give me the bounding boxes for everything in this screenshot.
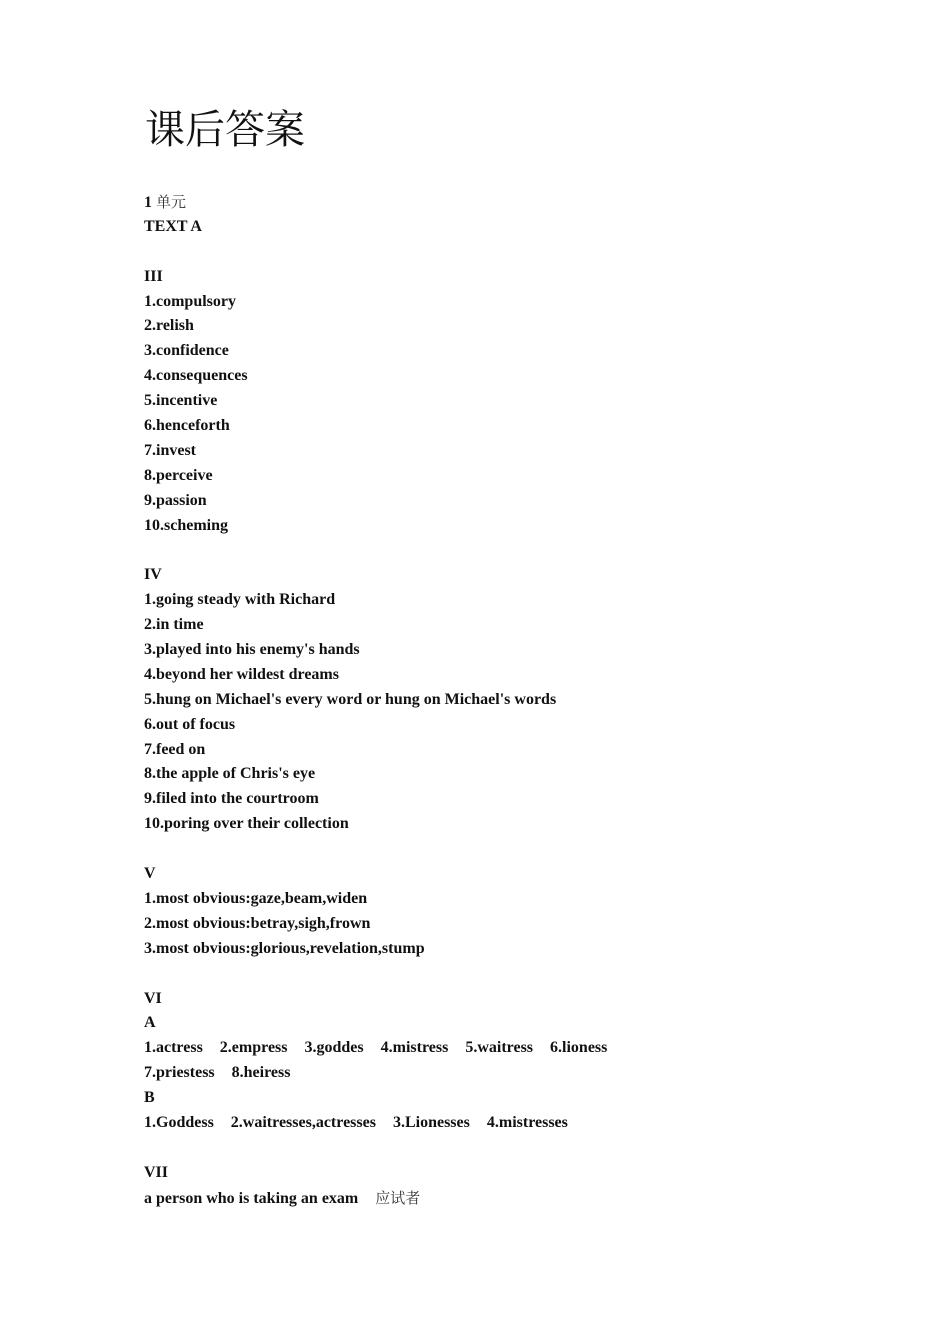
answer-item: 1.going steady with Richard — [144, 591, 336, 609]
part-a-label: A — [144, 1014, 156, 1032]
answer-item: 8.heiress — [231, 1064, 291, 1082]
answer-item: 5.incentive — [144, 392, 218, 410]
answer-item: 2.relish — [144, 317, 194, 335]
section-heading-vi: VI — [144, 989, 162, 1007]
answer-item: 1.Goddess — [144, 1113, 214, 1131]
answer-item: 4.consequences — [144, 367, 248, 385]
answer-item: 5.waitress — [465, 1039, 534, 1057]
answer-item: 3.played into his enemy's hands — [144, 641, 360, 659]
answer-item: 2.empress — [219, 1039, 288, 1057]
answer-item: 10.scheming — [144, 516, 228, 534]
answer-item: 9.passion — [144, 491, 207, 509]
answer-item: 9.filed into the courtroom — [144, 790, 319, 808]
answer-item: 7.priestess — [144, 1064, 215, 1082]
answer-item: 1.actress — [144, 1039, 203, 1057]
answer-item: 1.compulsory — [144, 292, 236, 310]
unit-heading — [144, 190, 904, 215]
section-heading-iv: IV — [144, 566, 162, 584]
answer-item: 8.perceive — [144, 466, 213, 484]
answer-item: 4.mistress — [380, 1039, 449, 1057]
answer-item: 6.lioness — [550, 1039, 608, 1057]
answer-item: 3.Lionesses — [392, 1113, 470, 1131]
answer-item: 6.henceforth — [144, 417, 230, 435]
answer-item: 5.hung on Michael's every word or hung on Michael's words — [144, 690, 557, 708]
answer-item: 1.most obvious:gaze,beam,widen — [144, 889, 368, 907]
page-title: 课后答案 — [145, 107, 305, 153]
definition-line — [144, 1186, 904, 1211]
section-heading-v: V — [144, 865, 156, 883]
answer-item: 6.out of focus — [144, 715, 236, 733]
answer-item: 3.confidence — [144, 342, 229, 360]
text-heading: TEXT A — [144, 217, 202, 235]
section-heading-iii: III — [144, 267, 163, 285]
definition-text: a person who is taking an exam — [144, 1189, 359, 1207]
answer-item: 2.in time — [144, 616, 204, 634]
answer-item: 3.goddes — [304, 1039, 364, 1057]
answer-item: 3.most obvious:glorious,revelation,stump — [144, 939, 425, 957]
unit-label: 单元 — [156, 193, 187, 211]
section-heading-vii: VII — [144, 1163, 169, 1181]
answer-item: 4.mistresses — [486, 1113, 568, 1131]
answer-item: 7.feed on — [144, 740, 206, 758]
part-a-row-2 — [144, 1061, 904, 1086]
part-a-row-1 — [144, 1036, 904, 1061]
part-b-row-1 — [144, 1111, 904, 1136]
answer-item: 2.most obvious:betray,sigh,frown — [144, 914, 371, 932]
unit-number: 1 — [144, 194, 152, 211]
part-b-label: B — [144, 1089, 155, 1107]
answer-content — [144, 190, 904, 1211]
answer-item: 7.invest — [144, 441, 196, 459]
answer-item: 2.waitresses,actresses — [230, 1113, 376, 1131]
translation-text: 应试者 — [375, 1188, 421, 1207]
answer-item: 10.poring over their collection — [144, 815, 349, 833]
answer-item: 8.the apple of Chris's eye — [144, 765, 316, 783]
answer-item: 4.beyond her wildest dreams — [144, 665, 339, 683]
